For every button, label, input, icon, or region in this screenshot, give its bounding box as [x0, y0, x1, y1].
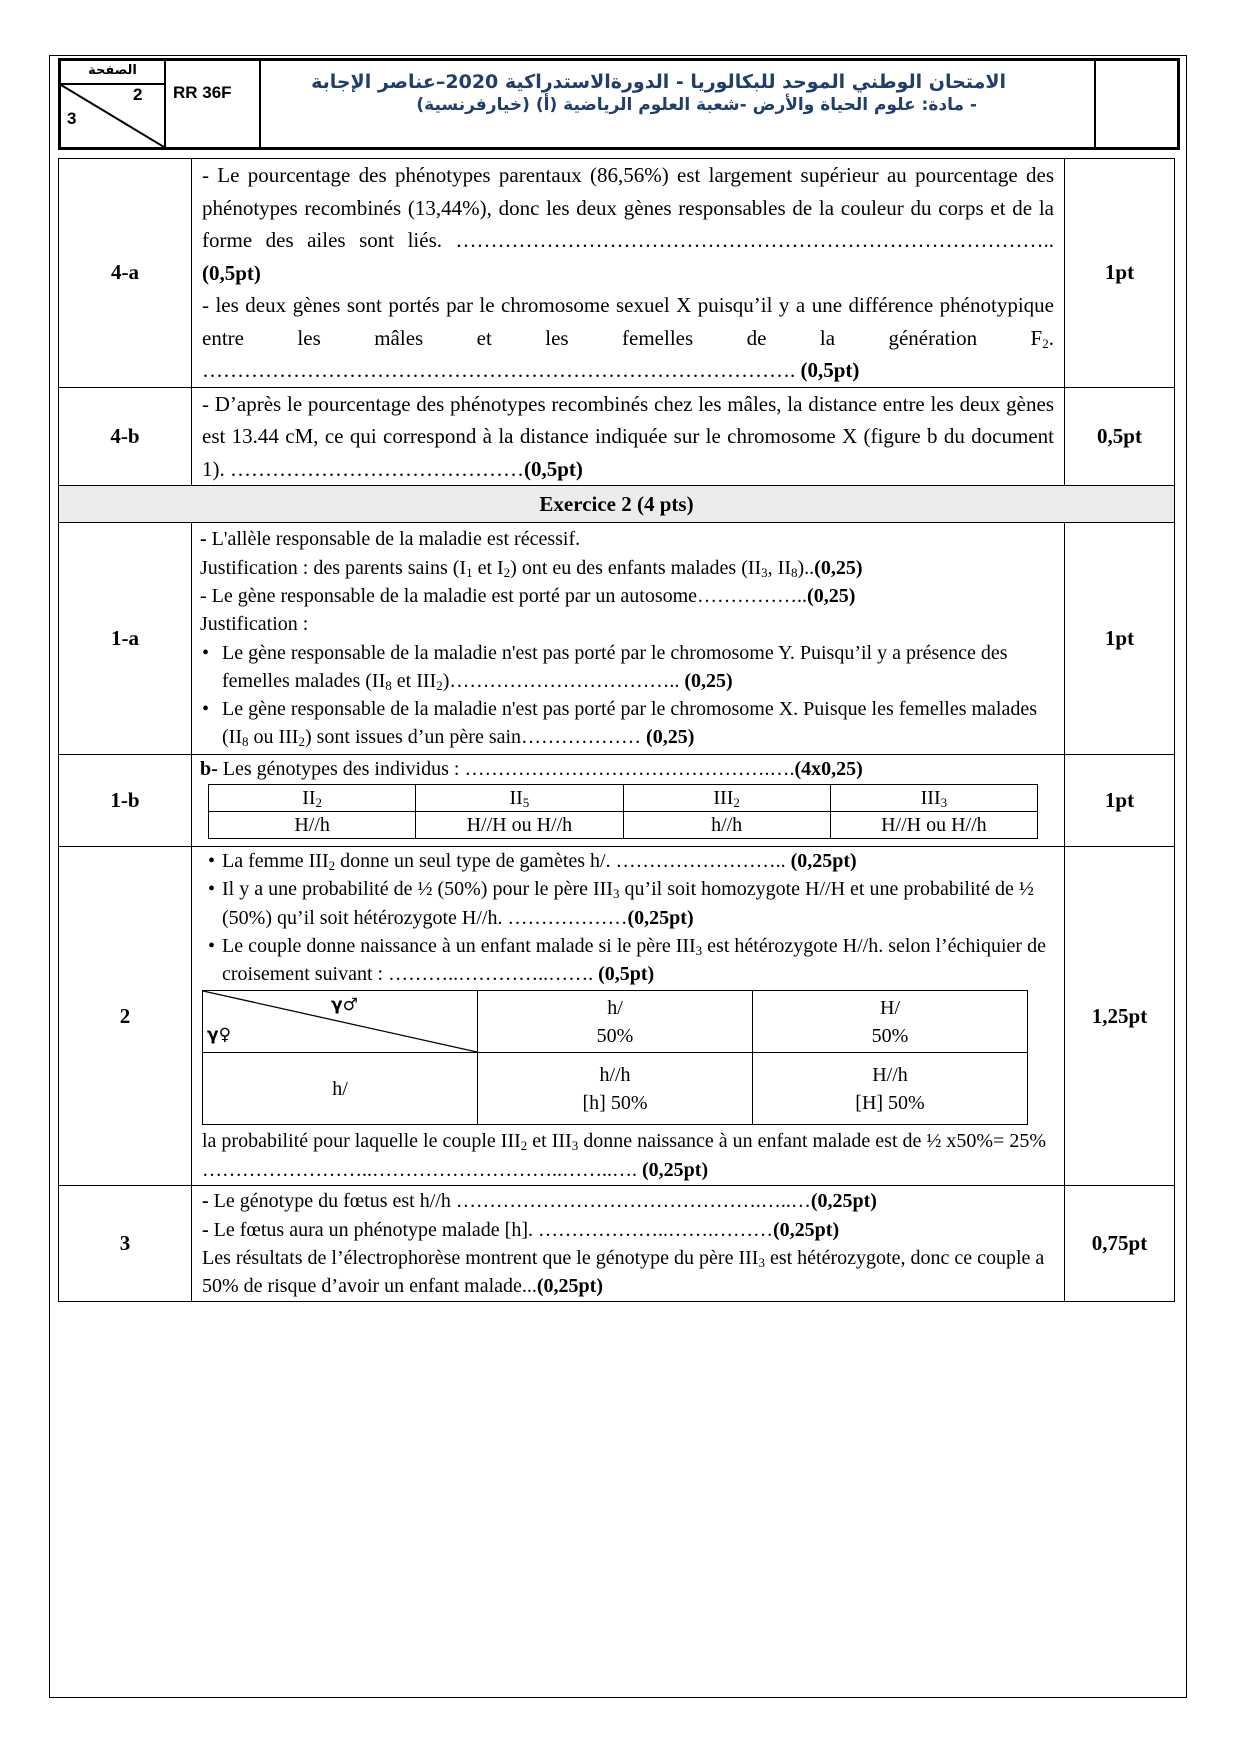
answer-list [202, 847, 1054, 988]
question-number: 2 [59, 847, 192, 1186]
list-item [222, 695, 1056, 752]
answer-3 [192, 1186, 1065, 1302]
row-2 [59, 847, 1175, 1186]
question-number: 3 [59, 1186, 192, 1302]
list-item [222, 847, 1054, 875]
points: 1,25pt [1065, 847, 1175, 1186]
subscript: 2 [315, 795, 323, 811]
page-label: الصفحة [61, 61, 164, 85]
subscript: 8 [241, 734, 249, 750]
exam-code: RR 36F [173, 83, 232, 102]
list-item [222, 875, 1054, 932]
subscript: 2 [1042, 335, 1049, 351]
genotype: h//h [599, 1063, 631, 1086]
table-cell: H//h [209, 812, 416, 839]
answer-text: - Le gène responsable de la maladie est porté par un autosome…………….. [200, 584, 808, 607]
male-gamete-label: γ♂ [331, 995, 358, 1016]
text: Justification : des parents sains (I [200, 556, 467, 579]
mark: (0,25pt) [642, 1159, 709, 1182]
table-cell [478, 1053, 753, 1125]
points: 1pt [1065, 755, 1175, 847]
mark: (0,25) [646, 726, 695, 749]
text: ) ont eu des enfants malades (II [510, 556, 762, 579]
gamete: H/ [880, 996, 900, 1019]
mark: (0,25pt) [810, 1190, 877, 1213]
answer-2 [192, 847, 1065, 1186]
dots: …………………………………………………………………………. [202, 358, 801, 382]
table-cell [753, 1053, 1028, 1125]
text: qu’il soit homozygote H//H et une probabilité de ½ (50%) qu’il soit hétérozygote H//h. ……………… [222, 878, 1034, 929]
text: II [509, 787, 523, 810]
subscript: 3 [571, 1138, 579, 1154]
text: et I [472, 556, 504, 579]
subscript: 2 [520, 1138, 528, 1154]
subscript: 3 [695, 942, 703, 958]
conclusion [202, 1127, 1054, 1185]
table-row [209, 812, 1038, 839]
text: donne un seul type de gamètes h/. …………………….. [335, 850, 791, 872]
dash: - [200, 528, 212, 551]
mark: (0,25) [684, 669, 733, 692]
dots: ………………………………………………………………………….. [455, 228, 1054, 252]
subscript: 2 [298, 734, 305, 750]
exam-code-cell [164, 61, 261, 147]
mark: (0,25pt) [790, 850, 857, 872]
text: Le gène responsable de la maladie n'est pas porté par le chromosome X. Puisque les femelles malades (II [222, 698, 1037, 749]
text: La femme III [222, 850, 329, 872]
text: Le fœtus aura un phénotype malade [h]. ………………..…….……… [213, 1218, 773, 1241]
exam-header [58, 58, 1180, 150]
justification-list [200, 639, 1056, 752]
row-1b [59, 755, 1175, 847]
subscript: 5 [522, 795, 530, 811]
text: . [1048, 325, 1054, 350]
percentage: 50% [596, 1024, 634, 1047]
subscript: 8 [385, 677, 392, 693]
text: Il y a une probabilité de ½ (50%) pour le père III [222, 878, 613, 901]
table-row [209, 785, 1038, 812]
text: donne naissance à un enfant malade est de ½ x50%= 25% ……………………..………………………..……..…. [202, 1130, 1046, 1182]
percentage: 50% [871, 1024, 909, 1047]
text: ) sont issues d’un père sain……………… [304, 726, 647, 749]
table-header [830, 785, 1037, 812]
text: et III [391, 669, 437, 692]
text: Le couple donne naissance à un enfant malade si le père III [222, 934, 696, 957]
mark: (0,5pt) [524, 456, 583, 481]
points: 0,75pt [1065, 1186, 1175, 1302]
answer-text: L'allèle responsable de la maladie est récessif. [211, 528, 581, 551]
subscript: 2 [328, 858, 336, 873]
list-item [222, 639, 1056, 696]
crossing-table [202, 990, 1028, 1125]
text: la probabilité pour laquelle le couple III [202, 1130, 521, 1153]
text: Le génotype du fœtus est h//h ……………………………………….…..… [213, 1190, 811, 1213]
table-row [203, 991, 1028, 1053]
question-number: 1-a [59, 523, 192, 755]
mark: (0,25pt) [773, 1218, 840, 1241]
mark: (0,5pt) [598, 963, 655, 986]
row-4a [59, 159, 1175, 388]
exercise-title: Exercice 2 (4 pts) [59, 486, 1175, 523]
mark: (0,25pt) [536, 1275, 603, 1298]
corner-cell [203, 991, 478, 1053]
table-cell: h//h [623, 812, 830, 839]
answer-4a [192, 159, 1065, 388]
text: )…………………………….. [442, 669, 685, 692]
text: III [713, 787, 734, 810]
gamete: h/ [607, 996, 623, 1019]
answer-text: - Le pourcentage des phénotypes parentaux (86,56%) est largement supérieur au pourcentage des phénotypes recombinés (13,44%), donc les deux gènes responsables de la couleur du corps et de la forme des ailes sont liés. [202, 163, 1054, 252]
table-header [623, 785, 830, 812]
text: est hétérozygote, donc ce couple a 50% de risque d’avoir un enfant malade... [202, 1246, 1045, 1298]
answer-4b [192, 387, 1065, 486]
table-header [209, 785, 416, 812]
mark: (0,25) [814, 556, 863, 579]
points: 0,5pt [1065, 387, 1175, 486]
answer-table [58, 158, 1175, 1302]
genotype-table [208, 784, 1038, 839]
page-total: 3 [67, 109, 77, 128]
empty-cell [1094, 61, 1177, 147]
row-gamete: h/ [203, 1053, 478, 1125]
exercise-2-header [59, 486, 1175, 523]
text: Les résultats de l’électrophorèse montrent que le génotype du père III [202, 1246, 759, 1269]
answer-text: - D’après le pourcentage des phénotypes recombinés chez les mâles, la distance entre les deux gènes est 13.44 cM, ce qui correspond à la distance indiquée sur le chromosome X (figure b du document 1). …………………………………… [202, 391, 1054, 481]
question-number: 4-a [59, 159, 192, 388]
female-gamete-label: γ♀ [207, 1025, 232, 1046]
subscript: 2 [733, 795, 740, 811]
text: Les génotypes des individus : ……………………………………….…. [217, 758, 795, 780]
table-row [203, 1053, 1028, 1125]
subscript: 3 [940, 795, 948, 811]
exam-title-cell [259, 61, 1096, 147]
table-cell: H//H ou H//h [830, 812, 1037, 839]
answer-1b [192, 755, 1065, 847]
points: 1pt [1065, 159, 1175, 388]
text: Le gène responsable de la maladie n'est pas porté par le chromosome Y. Puisqu’il y a présence des femelles malades (II [222, 641, 1008, 692]
page-current: 2 [133, 85, 143, 104]
mark: (0,25pt) [627, 906, 694, 929]
answer-text: - les deux gènes sont portés par le chromosome sexuel X puisqu’il y a une différence phénotypique entre les mâles et les femelles de la génération F [202, 293, 1054, 350]
table-header [416, 785, 623, 812]
text: , II [767, 556, 791, 579]
subscript: 8 [791, 564, 798, 580]
subscript: 3 [612, 886, 620, 902]
table-cell: H//H ou H//h [416, 812, 623, 839]
subscript: 3 [761, 564, 768, 580]
mark: (0,25) [807, 584, 856, 607]
label: b- [200, 758, 218, 780]
mark: (0,5pt) [202, 260, 261, 285]
text: ou III [248, 726, 299, 749]
question-number: 4-b [59, 387, 192, 486]
dash: - [202, 1218, 214, 1241]
text: III [920, 787, 941, 810]
mark: (0,5pt) [800, 358, 860, 382]
subscript: 3 [758, 1254, 765, 1270]
answer-1a [192, 523, 1065, 755]
subscript: 2 [503, 564, 511, 580]
list-item [222, 932, 1054, 989]
table-header [478, 991, 753, 1053]
page-indicator [61, 61, 166, 147]
genotype: H//h [872, 1063, 908, 1086]
text: ).. [797, 556, 815, 579]
question-number: 1-b [59, 755, 192, 847]
row-1a [59, 523, 1175, 755]
subscript: 1 [466, 564, 473, 580]
exam-title-line2: - مادة: علوم الحياة والأرض -شعبة العلوم الرياضية (أ) (خيارفرنسية) [416, 95, 977, 115]
text: II [302, 787, 316, 810]
phenotype: [h] 50% [582, 1091, 648, 1114]
justification-label: Justification : [200, 613, 309, 636]
text: et III [527, 1130, 572, 1153]
text: est hétérozygote H//h. selon l’échiquier de croisement suivant : ………..…………..……. [222, 934, 1046, 986]
subscript: 2 [436, 677, 443, 693]
row-3 [59, 1186, 1175, 1302]
exam-title-line1: الامتحان الوطني الموحد للبكالوريا - الدورةالاستدراكية 2020–عناصر الإجابة [311, 71, 1006, 93]
dash: - [202, 1190, 214, 1213]
mark: (4x0,25) [794, 758, 863, 780]
points: 1pt [1065, 523, 1175, 755]
table-header [753, 991, 1028, 1053]
phenotype: [H] 50% [855, 1091, 925, 1114]
row-4b [59, 387, 1175, 486]
